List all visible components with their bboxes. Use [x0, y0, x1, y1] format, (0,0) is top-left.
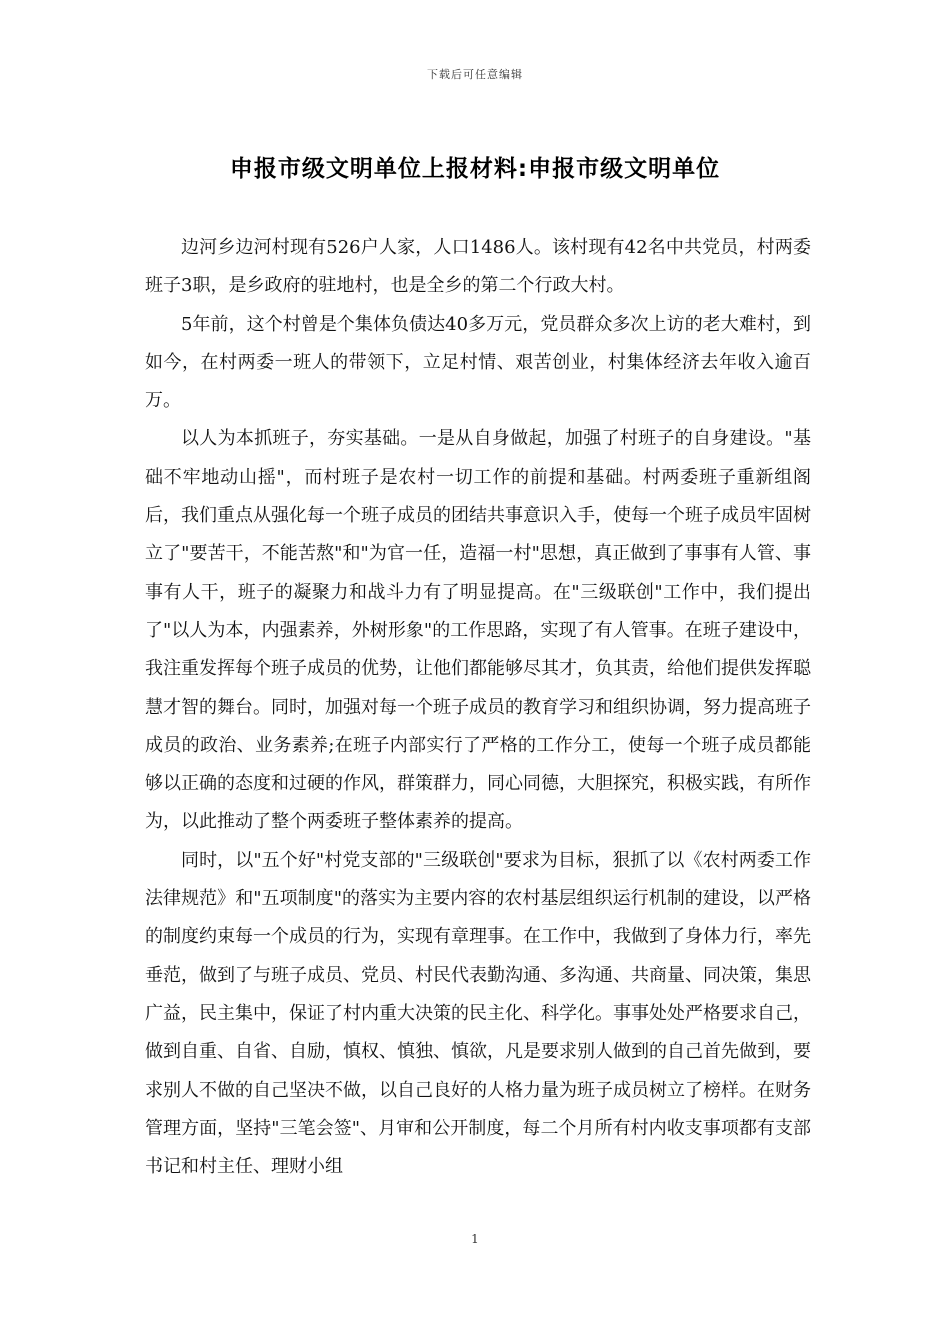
header-note: 下载后可任意编辑	[427, 68, 523, 81]
paragraph-2: 5年前，这个村曾是个集体负债达40多万元，党员群众多次上访的老大难村，到如今，在村两委一班人的带领下，立足村情、艰苦创业，村集体经济去年收入逾百万。	[145, 313, 811, 412]
paragraph-4: 同时，以"五个好"村党支部的"三级联创"要求为目标，狠抓了以《农村两委工作法律规范》和"五项制度"的落实为主要内容的农村基层组织运行机制的建设，以严格的制度约束每一个成员的行为，实现有章理事。在工作中，我做到了身体力行，率先垂范，做到了与班子成员、党员、村民代表勤沟通、多沟通、共商量、同决策，集思广益，民主集中，保证了村内重大决策的民主化、科学化。事事处处严格要求自己，做到自重、自省、自励，慎权、慎独、慎欲，凡是要求别人做到的自己首先做到，要求别人不做的自己坚决不做，以自己良好的人格力量为班子成员树立了榜样。在财务管理方面，坚持"三笔会签"、月审和公开制度，每二个月所有村内收支事项都有支部书记和村主任、理财小组	[145, 849, 811, 1178]
page-title: 申报市级文明单位上报材料:申报市级文明单位	[229, 156, 721, 182]
document-body	[145, 229, 811, 1186]
paragraph-3: 以人为本抓班子，夯实基础。一是从自身做起，加强了村班子的自身建设。"基础不牢地动山摇"，而村班子是农村一切工作的前提和基础。村两委班子重新组阁后，我们重点从强化每一个班子成员的团结共事意识入手，使每一个班子成员牢固树立了"要苦干，不能苦熬"和"为官一任，造福一村"思想，真正做到了事事有人管、事事有人干，班子的凝聚力和战斗力有了明显提高。在"三级联创"工作中，我们提出了"以人为本，内强素养，外树形象"的工作思路，实现了有人管事。在班子建设中，我注重发挥每个班子成员的优势，让他们都能够尽其才，负其责，给他们提供发挥聪慧才智的舞台。同时，加强对每一个班子成员的教育学习和组织协调，努力提高班子成员的政治、业务素养;在班子内部实行了严格的工作分工，使每一个班子成员都能够以正确的态度和过硬的作风，群策群力，同心同德，大胆探究，积极实践，有所作为，以此推动了整个两委班子整体素养的提高。	[145, 428, 811, 833]
page-number: 1	[471, 1232, 479, 1246]
paragraph-1: 边河乡边河村现有526户人家，人口1486人。该村现有42名中共党员，村两委班子3职，是乡政府的驻地村，也是全乡的第二个行政大村。	[145, 237, 811, 297]
